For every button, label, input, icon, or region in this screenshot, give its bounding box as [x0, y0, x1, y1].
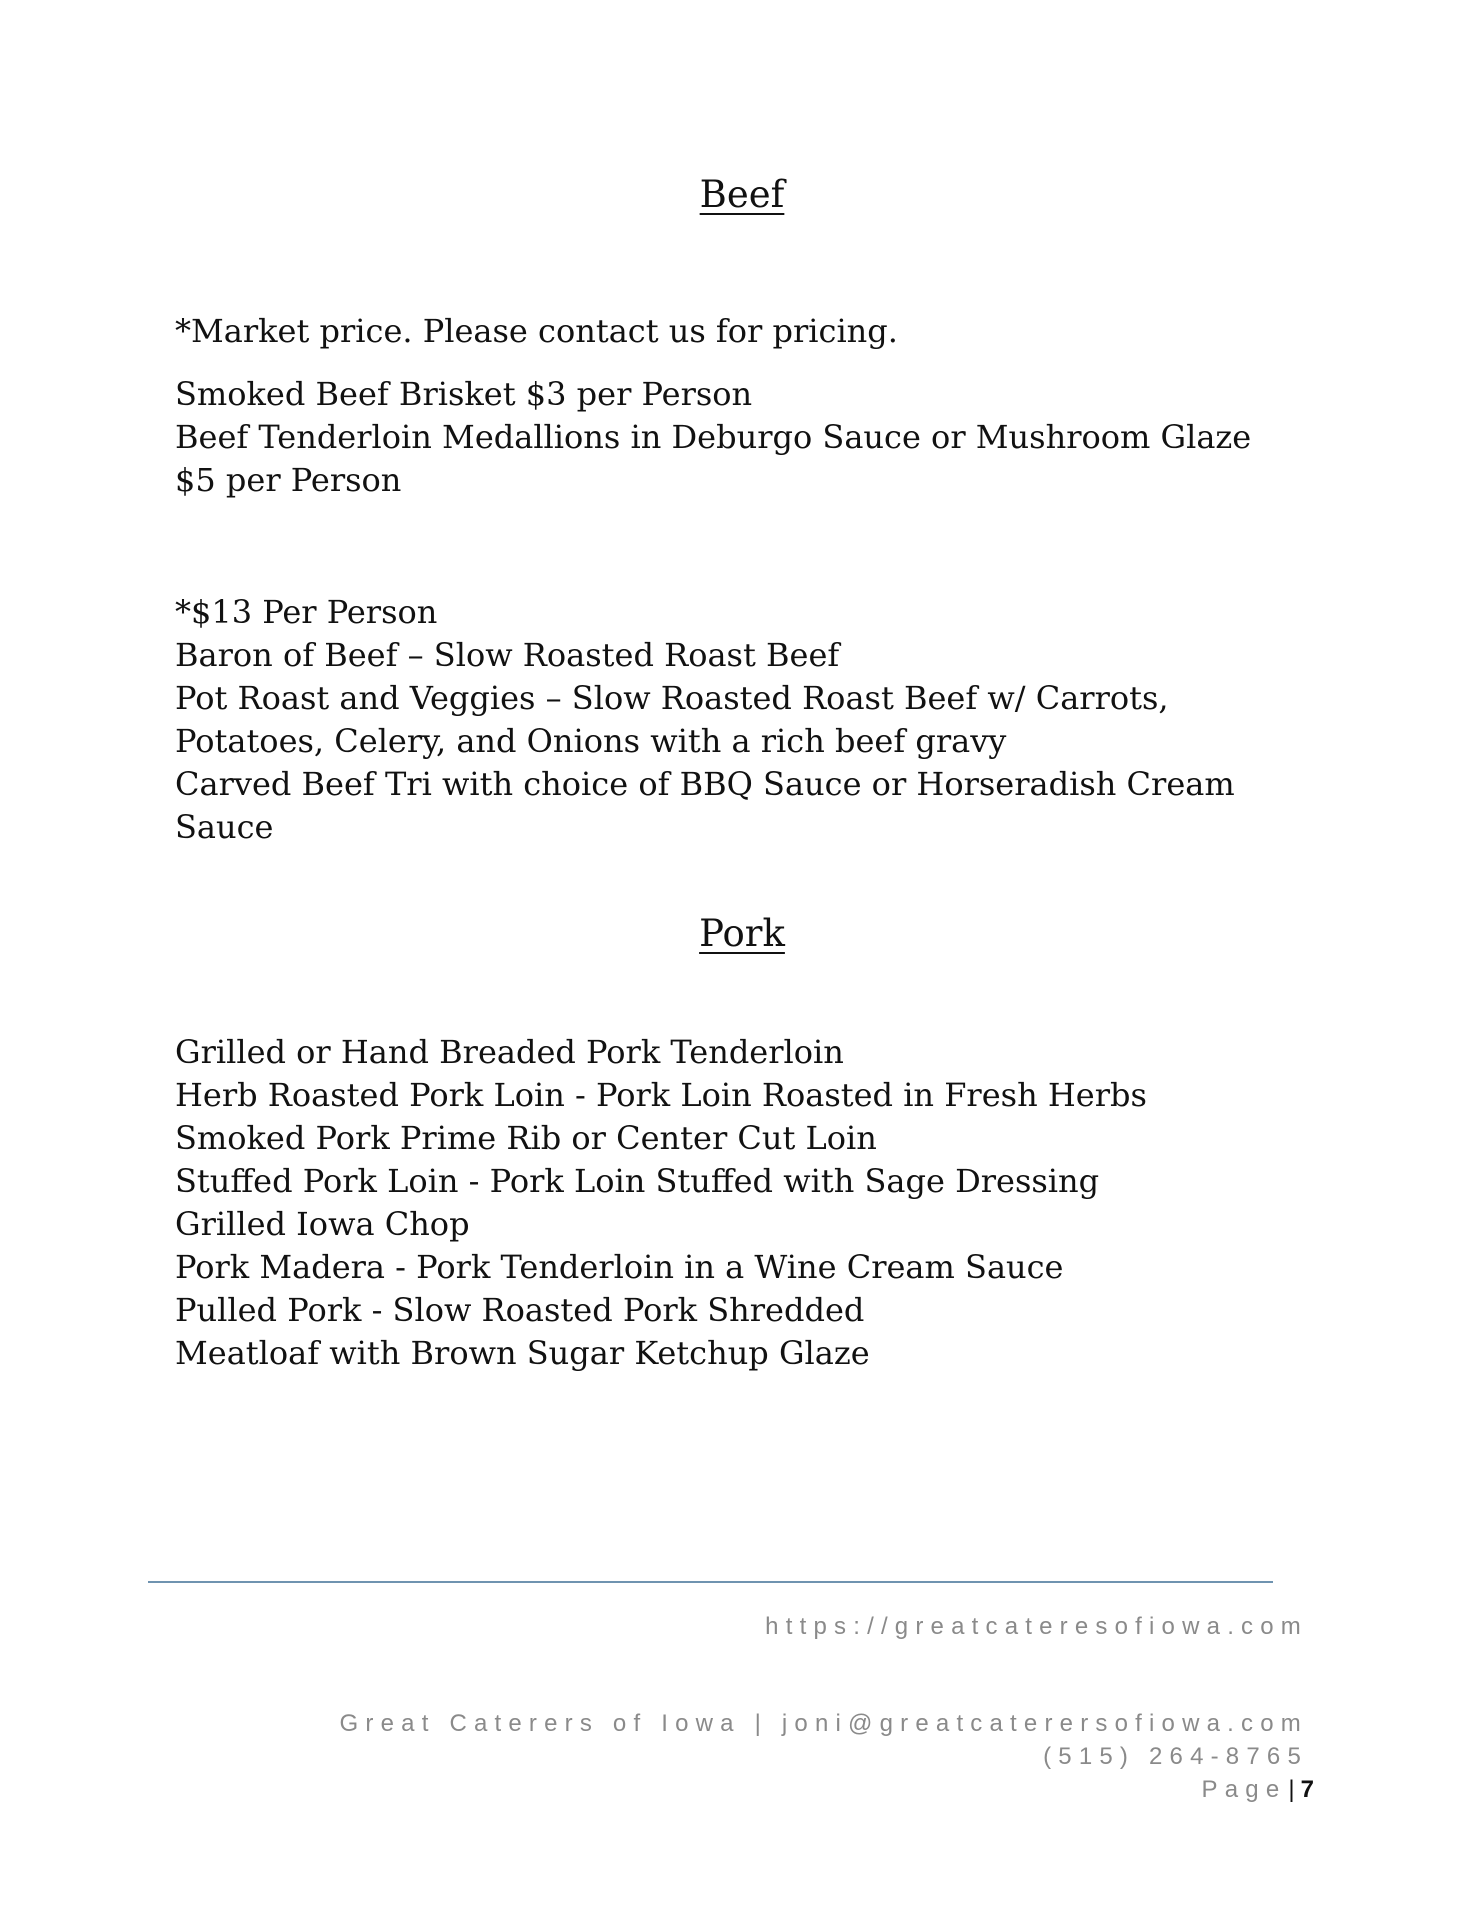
menu-item: Sauce	[175, 808, 274, 846]
menu-item: Pork Madera - Pork Tenderloin in a Wine Cream Sauce	[175, 1248, 1064, 1286]
menu-item: Meatloaf with Brown Sugar Ketchup Glaze	[175, 1334, 870, 1372]
menu-item: Grilled or Hand Breaded Pork Tenderloin	[175, 1033, 844, 1071]
menu-item: Pot Roast and Veggies – Slow Roasted Roast Beef w/ Carrots,	[175, 679, 1169, 717]
pork-items	[175, 1031, 1335, 1375]
menu-item: Grilled Iowa Chop	[175, 1205, 470, 1243]
page-label: Page	[1201, 1776, 1287, 1803]
footer-page-number	[1202, 1778, 1314, 1802]
beef-13-items	[175, 591, 1335, 849]
market-price-note	[175, 310, 1335, 353]
menu-item: Potatoes, Celery, and Onions with a rich beef gravy	[175, 722, 1007, 760]
menu-item: $5 per Person	[175, 461, 402, 499]
page-number: 7	[1300, 1776, 1314, 1803]
menu-item: Herb Roasted Pork Loin - Pork Loin Roasted in Fresh Herbs	[175, 1076, 1147, 1114]
section-title-pork: Pork	[699, 912, 785, 955]
menu-item: Smoked Pork Prime Rib or Center Cut Loin	[175, 1119, 877, 1157]
footer-phone: (515) 264-8765	[1043, 1743, 1308, 1770]
footer-divider	[148, 1581, 1273, 1583]
menu-item: Smoked Beef Brisket $3 per Person	[175, 375, 753, 413]
menu-item: Carved Beef Tri with choice of BBQ Sauce or Horseradish Cream	[175, 765, 1235, 803]
price-note: *$13 Per Person	[175, 593, 438, 631]
menu-item: Stuffed Pork Loin - Pork Loin Stuffed with Sage Dressing	[175, 1162, 1100, 1200]
menu-item: Baron of Beef – Slow Roasted Roast Beef	[175, 636, 840, 674]
menu-item: Beef Tenderloin Medallions in Deburgo Sauce or Mushroom Glaze	[175, 418, 1252, 456]
section-title-beef: Beef	[699, 173, 785, 216]
footer-company-contact: Great Caterers of Iowa | joni@greatcaterersofiowa.com	[339, 1710, 1308, 1737]
menu-item: Pulled Pork - Slow Roasted Pork Shredded	[175, 1291, 865, 1329]
footer-website-link[interactable]: https://greatcateresofiowa.com	[765, 1613, 1308, 1640]
page-separator: |	[1288, 1776, 1295, 1803]
market-price-note-text: *Market price. Please contact us for pricing.	[175, 312, 898, 350]
beef-market-items	[175, 373, 1335, 502]
